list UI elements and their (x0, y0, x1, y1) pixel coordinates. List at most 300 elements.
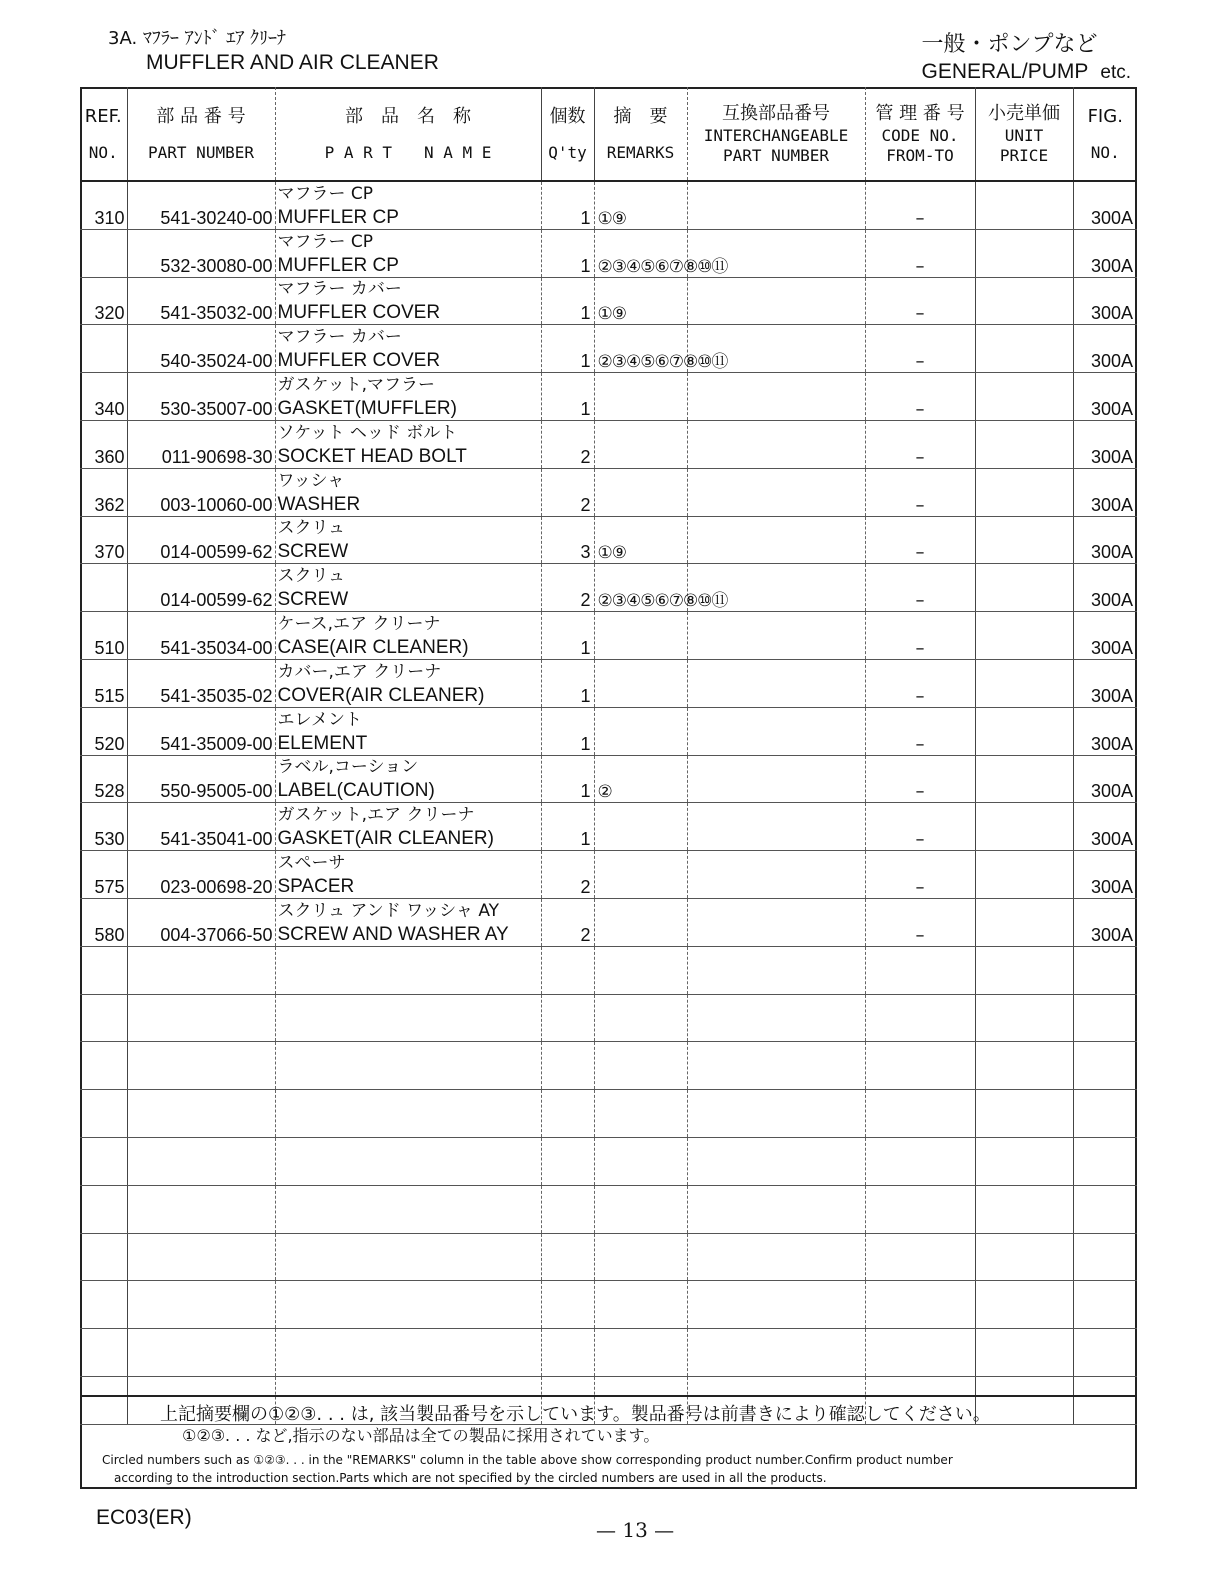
empty-cell (127, 946, 275, 994)
fig-no: 300A (1073, 707, 1137, 755)
fig-no: 300A (1073, 659, 1137, 707)
remarks: ①⑨ (594, 516, 687, 564)
empty-cell (275, 1233, 541, 1281)
unit-price (975, 755, 1073, 803)
empty-cell (541, 1233, 594, 1281)
empty-cell (80, 1090, 127, 1138)
fig-no: 300A (1073, 229, 1137, 277)
interchangeable-part-number (687, 803, 865, 851)
empty-cell (541, 1137, 594, 1185)
col-ref-jp: REF. (84, 105, 122, 127)
empty-cell (594, 1329, 687, 1377)
col-remarks (594, 87, 687, 181)
empty-cell (1073, 946, 1137, 994)
code-no: – (865, 468, 975, 516)
part-number: 014-00599-62 (127, 564, 275, 612)
note-line-2-jp: ①②③. . . など,指示のない部品は全ての製品に採用されています。 (182, 1426, 660, 1445)
empty-cell (975, 1137, 1073, 1185)
empty-cell (594, 1281, 687, 1329)
part-name (275, 755, 541, 803)
ref-no: 528 (80, 755, 127, 803)
empty-table-row (80, 946, 1137, 994)
ref-no (80, 325, 127, 373)
col-ref (80, 87, 127, 181)
interchangeable-part-number (687, 325, 865, 373)
empty-table-row (80, 1137, 1137, 1185)
remarks: ②③④⑤⑥⑦⑧⑩⑪ (594, 229, 687, 277)
remarks: ② (594, 755, 687, 803)
ref-no: 515 (80, 659, 127, 707)
part-name (275, 659, 541, 707)
unit-price (975, 181, 1073, 229)
table-row (80, 181, 1137, 229)
empty-cell (865, 946, 975, 994)
empty-cell (594, 994, 687, 1042)
interchangeable-part-number (687, 755, 865, 803)
empty-cell (275, 1185, 541, 1233)
empty-cell (541, 1329, 594, 1377)
parts-table-body (80, 181, 1137, 1424)
part-name-en: ELEMENT (277, 732, 368, 754)
part-name-en: MUFFLER CP (277, 206, 399, 228)
code-no: – (865, 181, 975, 229)
code-no: – (865, 755, 975, 803)
part-number: 541-35009-00 (127, 707, 275, 755)
part-name-jp: ワッシャ (277, 470, 345, 491)
unit-price (975, 277, 1073, 325)
remarks (594, 851, 687, 899)
col-part-number-jp: 部 品 番 号 (156, 105, 246, 127)
empty-cell (594, 1042, 687, 1090)
part-name (275, 612, 541, 660)
empty-cell (594, 1185, 687, 1233)
part-number: 011-90698-30 (127, 420, 275, 468)
empty-cell (541, 1185, 594, 1233)
part-name (275, 851, 541, 899)
part-name-en: GASKET(AIR CLEANER) (277, 828, 494, 850)
col-part-name-jp: 部 品 名 称 (345, 105, 471, 127)
model-code: EC03(ER) (96, 1506, 192, 1529)
code-no: – (865, 277, 975, 325)
col-interchangeable-en2: PART NUMBER (723, 145, 829, 165)
table-row (80, 612, 1137, 660)
part-name-jp: スクリュ (277, 518, 345, 539)
col-fig (1073, 87, 1137, 181)
empty-cell (975, 1185, 1073, 1233)
unit-price (975, 707, 1073, 755)
ref-no: 362 (80, 468, 127, 516)
note-line-3-en: Circled numbers such as ①②③. . . in the "REMARKS" column in the table above show corresponding product number.Confirm product number (102, 1453, 953, 1467)
part-name-en: GASKET(MUFFLER) (277, 397, 457, 419)
unit-price (975, 803, 1073, 851)
col-qty-en: Q'ty (548, 142, 587, 162)
col-part-number-en: PART NUMBER (148, 142, 254, 162)
table-row (80, 803, 1137, 851)
empty-table-row (80, 1185, 1137, 1233)
interchangeable-part-number (687, 373, 865, 421)
col-interchangeable-en1: INTERCHANGEABLE (703, 125, 849, 145)
col-price-en2: PRICE (999, 145, 1049, 165)
empty-cell (127, 1090, 275, 1138)
empty-cell (127, 1042, 275, 1090)
table-row (80, 707, 1137, 755)
empty-cell (541, 1281, 594, 1329)
code-no: – (865, 898, 975, 946)
remarks: ②③④⑤⑥⑦⑧⑩⑪ (594, 325, 687, 373)
code-no: – (865, 564, 975, 612)
ref-no: 370 (80, 516, 127, 564)
ref-no: 360 (80, 420, 127, 468)
table-row (80, 898, 1137, 946)
col-remarks-en: REMARKS (606, 142, 675, 162)
empty-cell (275, 994, 541, 1042)
ref-no: 575 (80, 851, 127, 899)
quantity: 1 (541, 803, 594, 851)
remarks (594, 898, 687, 946)
interchangeable-part-number (687, 277, 865, 325)
empty-cell (541, 1042, 594, 1090)
code-no: – (865, 612, 975, 660)
ref-no: 320 (80, 277, 127, 325)
empty-cell (275, 946, 541, 994)
unit-price (975, 516, 1073, 564)
col-fig-en: NO. (1090, 142, 1120, 162)
quantity: 1 (541, 181, 594, 229)
table-row (80, 755, 1137, 803)
empty-cell (687, 994, 865, 1042)
part-number: 541-35041-00 (127, 803, 275, 851)
empty-cell (275, 1281, 541, 1329)
col-interchangeable-jp: 互換部品番号 (722, 102, 830, 124)
col-part-number (127, 87, 275, 181)
fig-no: 300A (1073, 612, 1137, 660)
quantity: 2 (541, 564, 594, 612)
code-no: – (865, 325, 975, 373)
empty-cell (687, 1281, 865, 1329)
fig-no: 300A (1073, 516, 1137, 564)
part-number: 541-35032-00 (127, 277, 275, 325)
fig-no: 300A (1073, 420, 1137, 468)
empty-cell (127, 1185, 275, 1233)
quantity: 1 (541, 373, 594, 421)
remarks: ①⑨ (594, 277, 687, 325)
table-row (80, 277, 1137, 325)
part-name-en: MUFFLER COVER (277, 350, 441, 372)
part-name-jp: カバー,エア クリーナ (277, 661, 442, 682)
section-category (922, 32, 1132, 87)
empty-cell (687, 1042, 865, 1090)
part-name-en: LABEL(CAUTION) (277, 780, 435, 802)
empty-cell (1073, 1329, 1137, 1377)
category-suffix: etc. (1100, 62, 1131, 83)
quantity: 1 (541, 707, 594, 755)
ref-no: 530 (80, 803, 127, 851)
empty-cell (975, 1329, 1073, 1377)
ref-no: 510 (80, 612, 127, 660)
empty-cell (975, 994, 1073, 1042)
empty-cell (275, 1042, 541, 1090)
remarks-notes (82, 1395, 1135, 1487)
empty-cell (127, 1329, 275, 1377)
empty-table-row (80, 1042, 1137, 1090)
empty-cell (541, 994, 594, 1042)
col-qty (541, 87, 594, 181)
empty-cell (975, 1233, 1073, 1281)
interchangeable-part-number (687, 707, 865, 755)
part-name-en: SCREW (277, 589, 349, 611)
part-name (275, 420, 541, 468)
quantity: 1 (541, 612, 594, 660)
empty-cell (975, 1042, 1073, 1090)
quantity: 2 (541, 468, 594, 516)
empty-table-row (80, 1329, 1137, 1377)
remarks (594, 373, 687, 421)
interchangeable-part-number (687, 420, 865, 468)
empty-cell (1073, 1137, 1137, 1185)
code-no: – (865, 516, 975, 564)
empty-cell (975, 1281, 1073, 1329)
col-price-jp: 小売単価 (988, 102, 1060, 124)
empty-cell (687, 1185, 865, 1233)
part-name-en: SPACER (277, 875, 355, 897)
category-en (922, 58, 1132, 87)
section-title (108, 28, 439, 76)
quantity: 2 (541, 420, 594, 468)
code-no: – (865, 851, 975, 899)
part-number: 532-30080-00 (127, 229, 275, 277)
unit-price (975, 659, 1073, 707)
part-name (275, 181, 541, 229)
empty-cell (975, 946, 1073, 994)
empty-table-row (80, 1090, 1137, 1138)
code-no: – (865, 229, 975, 277)
quantity: 2 (541, 851, 594, 899)
quantity: 1 (541, 659, 594, 707)
part-name-jp: エレメント (277, 709, 362, 730)
ref-no (80, 564, 127, 612)
col-remarks-jp: 摘 要 (613, 105, 668, 127)
part-name (275, 516, 541, 564)
empty-cell (275, 1329, 541, 1377)
unit-price (975, 468, 1073, 516)
interchangeable-part-number (687, 468, 865, 516)
empty-cell (687, 1233, 865, 1281)
empty-cell (80, 1329, 127, 1377)
part-number: 541-35035-02 (127, 659, 275, 707)
parts-table (80, 87, 1137, 1425)
col-part-name-en: P A R T N A M E (324, 142, 492, 162)
part-name (275, 468, 541, 516)
code-no: – (865, 803, 975, 851)
ref-no: 520 (80, 707, 127, 755)
empty-cell (541, 1090, 594, 1138)
part-name-jp: スクリュ アンド ワッシャ AY (277, 900, 500, 921)
part-name (275, 707, 541, 755)
empty-cell (275, 1090, 541, 1138)
empty-cell (594, 1090, 687, 1138)
part-number: 530-35007-00 (127, 373, 275, 421)
remarks (594, 612, 687, 660)
part-name-en: MUFFLER CP (277, 254, 399, 276)
part-name (275, 373, 541, 421)
quantity: 1 (541, 277, 594, 325)
empty-cell (865, 1185, 975, 1233)
interchangeable-part-number (687, 564, 865, 612)
note-line-4-en: according to the introduction section.Parts which are not specified by the circled numbers are used in all the products. (114, 1471, 827, 1485)
empty-cell (1073, 994, 1137, 1042)
empty-cell (1073, 1185, 1137, 1233)
interchangeable-part-number (687, 229, 865, 277)
part-name (275, 564, 541, 612)
code-no: – (865, 707, 975, 755)
empty-cell (80, 1281, 127, 1329)
empty-cell (127, 1137, 275, 1185)
part-name-jp: ガスケット,マフラー (277, 374, 436, 395)
empty-cell (687, 1090, 865, 1138)
part-number: 003-10060-00 (127, 468, 275, 516)
unit-price (975, 851, 1073, 899)
code-no: – (865, 659, 975, 707)
quantity: 1 (541, 229, 594, 277)
table-row (80, 659, 1137, 707)
fig-no: 300A (1073, 851, 1137, 899)
unit-price (975, 325, 1073, 373)
col-code (865, 87, 975, 181)
ref-no: 580 (80, 898, 127, 946)
empty-cell (80, 946, 127, 994)
part-name-jp: マフラー CP (277, 231, 374, 252)
category-en-text: GENERAL/PUMP (921, 60, 1089, 83)
fig-no: 300A (1073, 803, 1137, 851)
col-code-jp: 管 理 番 号 (875, 102, 965, 124)
empty-cell (127, 1233, 275, 1281)
unit-price (975, 229, 1073, 277)
quantity: 1 (541, 325, 594, 373)
part-name-en: CASE(AIR CLEANER) (277, 636, 469, 658)
empty-cell (865, 1329, 975, 1377)
col-price-en1: UNIT (1004, 125, 1044, 145)
empty-cell (127, 1281, 275, 1329)
empty-cell (865, 1281, 975, 1329)
part-name-en: MUFFLER COVER (277, 302, 441, 324)
part-name-en: SOCKET HEAD BOLT (277, 445, 467, 467)
part-name-jp: マフラー CP (277, 183, 374, 204)
table-row (80, 325, 1137, 373)
part-name-jp: ソケット ヘッド ボルト (277, 422, 458, 443)
part-name-jp: スクリュ (277, 566, 345, 587)
col-code-en2: FROM-TO (886, 145, 954, 165)
interchangeable-part-number (687, 181, 865, 229)
empty-cell (80, 994, 127, 1042)
col-part-name (275, 87, 541, 181)
table-header-row (80, 87, 1137, 181)
remarks (594, 707, 687, 755)
part-name (275, 325, 541, 373)
quantity: 2 (541, 898, 594, 946)
empty-cell (80, 1042, 127, 1090)
part-name-en: SCREW (277, 541, 349, 563)
empty-cell (80, 1185, 127, 1233)
empty-cell (1073, 1090, 1137, 1138)
unit-price (975, 564, 1073, 612)
table-row (80, 373, 1137, 421)
interchangeable-part-number (687, 612, 865, 660)
ref-no: 340 (80, 373, 127, 421)
empty-cell (594, 946, 687, 994)
part-name-jp: マフラー カバー (277, 327, 402, 348)
fig-no: 300A (1073, 181, 1137, 229)
table-row (80, 229, 1137, 277)
part-name (275, 898, 541, 946)
empty-cell (275, 1137, 541, 1185)
part-name-jp: ラベル,コーション (277, 757, 419, 778)
code-no: – (865, 420, 975, 468)
interchangeable-part-number (687, 851, 865, 899)
part-number: 541-35034-00 (127, 612, 275, 660)
fig-no: 300A (1073, 898, 1137, 946)
empty-cell (80, 1137, 127, 1185)
col-interchangeable (687, 87, 865, 181)
fig-no: 300A (1073, 564, 1137, 612)
part-number: 550-95005-00 (127, 755, 275, 803)
interchangeable-part-number (687, 659, 865, 707)
unit-price (975, 612, 1073, 660)
part-number: 014-00599-62 (127, 516, 275, 564)
col-fig-jp: FIG. (1087, 105, 1123, 127)
part-name (275, 277, 541, 325)
part-number: 540-35024-00 (127, 325, 275, 373)
remarks (594, 420, 687, 468)
fig-no: 300A (1073, 325, 1137, 373)
empty-cell (687, 946, 865, 994)
remarks (594, 468, 687, 516)
quantity: 1 (541, 755, 594, 803)
col-ref-en: NO. (88, 142, 118, 162)
empty-cell (594, 1233, 687, 1281)
empty-cell (1073, 1281, 1137, 1329)
unit-price (975, 373, 1073, 421)
empty-cell (975, 1090, 1073, 1138)
part-name-en: WASHER (277, 493, 361, 515)
page-number: — 13 — (596, 1518, 675, 1542)
empty-table-row (80, 994, 1137, 1042)
empty-cell (865, 1090, 975, 1138)
part-number: 004-37066-50 (127, 898, 275, 946)
remarks: ②③④⑤⑥⑦⑧⑩⑪ (594, 564, 687, 612)
empty-cell (687, 1137, 865, 1185)
part-number: 023-00698-20 (127, 851, 275, 899)
remarks (594, 803, 687, 851)
part-number: 541-30240-00 (127, 181, 275, 229)
empty-cell (865, 1137, 975, 1185)
part-name-en: COVER(AIR CLEANER) (277, 684, 485, 706)
empty-cell (127, 994, 275, 1042)
remarks (594, 659, 687, 707)
empty-cell (865, 994, 975, 1042)
col-code-en1: CODE NO. (881, 125, 959, 145)
fig-no: 300A (1073, 373, 1137, 421)
category-jp: 一般・ポンプなど (921, 32, 1098, 57)
section-title-jp: 3A. ﾏﾌﾗｰ ｱﾝﾄﾞ ｴｱ ｸﾘｰﾅ (108, 28, 287, 49)
remarks: ①⑨ (594, 181, 687, 229)
interchangeable-part-number (687, 516, 865, 564)
fig-no: 300A (1073, 755, 1137, 803)
empty-cell (865, 1233, 975, 1281)
fig-no: 300A (1073, 468, 1137, 516)
section-title-en: MUFFLER AND AIR CLEANER (146, 51, 439, 74)
col-qty-jp: 個数 (549, 105, 586, 127)
ref-no (80, 229, 127, 277)
